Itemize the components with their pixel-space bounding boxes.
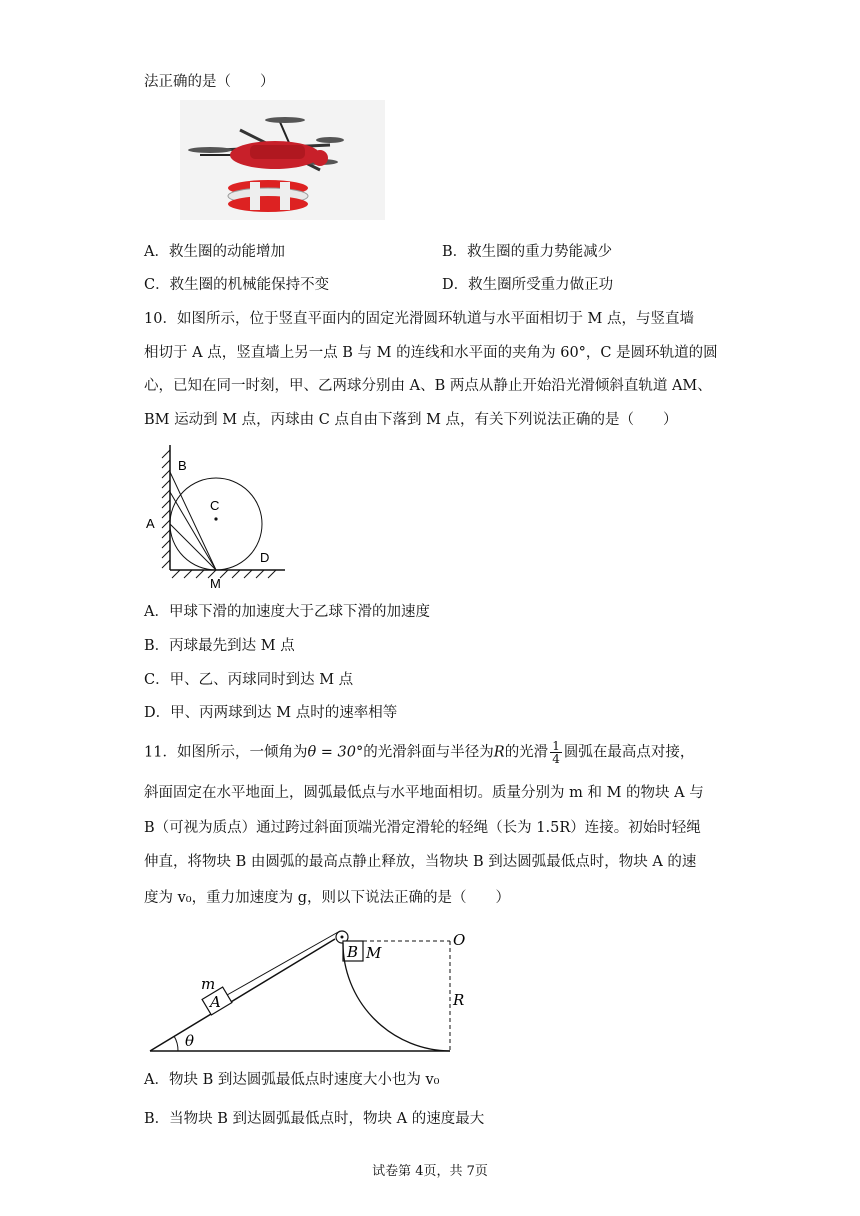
q10-label-b: B xyxy=(178,458,187,473)
q11-text-a: 11．如图所示，一倾角为 xyxy=(144,744,308,761)
fraction-denominator: 4 xyxy=(552,752,560,766)
fraction-numerator: 1 xyxy=(552,739,560,753)
q11-text-c: 的光滑 xyxy=(504,744,549,761)
q10-label-d: D xyxy=(260,550,270,565)
q9-option-b: B．救生圈的重力势能减少 xyxy=(442,244,613,260)
q9-option-d: D．救生圈所受重力做正功 xyxy=(442,277,614,293)
q10-label-m: M xyxy=(210,576,221,590)
q11-stem-line-2: 斜面固定在水平地面上，圆弧最低点与水平地面相切。质量分别为 m 和 M 的物块 A 与 xyxy=(144,785,704,801)
page-footer: 试卷第 4页，共 7页 xyxy=(372,1164,488,1179)
q11-quarter-fraction xyxy=(550,740,562,765)
q10-option-c: C．甲、乙、丙球同时到达 M 点 xyxy=(144,672,354,688)
q10-label-c: C xyxy=(210,498,220,513)
q11-label-theta: θ xyxy=(185,1032,195,1050)
q9-option-a: A．救生圈的动能增加 xyxy=(144,244,285,260)
q10-option-a: A．甲球下滑的加速度大于乙球下滑的加速度 xyxy=(144,604,430,620)
q11-incline-arc-figure xyxy=(145,925,485,1060)
q10-stem-line-2: 相切于 A 点，竖直墙上另一点 B 与 M 的连线和水平面的夹角为 60°，C 是圆环轨道的圆 xyxy=(144,345,718,361)
q11-label-r: R xyxy=(453,991,465,1009)
q11-text-d: 圆弧在最高点对接， xyxy=(563,744,695,761)
q11-radius-symbol: R xyxy=(493,744,505,761)
q11-text-b: 的光滑斜面与半径为 xyxy=(363,744,494,761)
q10-option-d: D．甲、丙两球到达 M 点时的速率相等 xyxy=(144,705,398,721)
q11-theta-eq: θ = 30° xyxy=(307,744,364,761)
q11-stem-line-5: 度为 v₀，重力加速度为 g，则以下说法正确的是（ ） xyxy=(144,890,511,906)
q10-stem-line-3: 心，已知在同一时刻，甲、乙两球分别由 A、B 两点从静止开始沿光滑倾斜直轨道 AM、 xyxy=(144,378,712,394)
q10-stem-line-1: 10．如图所示，位于竖直平面内的固定光滑圆环轨道与水平面相切于 M 点，与竖直墙 xyxy=(144,311,695,327)
q11-label-block-a: A xyxy=(210,993,221,1011)
q11-label-mass-m: m xyxy=(201,975,216,993)
q9-stem-tail: 法正确的是（ ） xyxy=(144,74,275,90)
q11-stem-line-3: B（可视为质点）通过跨过斜面顶端光滑定滑轮的轻绳（长为 1.5R）连接。初始时轻绳 xyxy=(144,820,701,836)
q10-label-a: A xyxy=(146,516,155,531)
q10-option-b: B．丙球最先到达 M 点 xyxy=(144,638,295,654)
drone-lifebuoy-figure xyxy=(180,100,385,220)
q10-circle-track-figure xyxy=(140,440,300,590)
q11-stem-line-4: 伸直，将物块 B 由圆弧的最高点静止释放，当物块 B 到达圆弧最低点时，物块 A 的速 xyxy=(144,854,697,870)
q11-option-b: B．当物块 B 到达圆弧最低点时，物块 A 的速度最大 xyxy=(144,1111,485,1127)
q11-label-mass-M: M xyxy=(366,944,382,962)
q11-stem-line-1 xyxy=(144,740,694,765)
q9-option-c: C．救生圈的机械能保持不变 xyxy=(144,277,330,293)
q10-stem-line-4: BM 运动到 M 点，丙球由 C 点自由下落到 M 点，有关下列说法正确的是（ ） xyxy=(144,412,678,428)
q11-label-o: O xyxy=(453,931,466,949)
q11-label-block-b: B xyxy=(347,943,359,961)
q11-option-a: A．物块 B 到达圆弧最低点时速度大小也为 v₀ xyxy=(144,1072,440,1088)
